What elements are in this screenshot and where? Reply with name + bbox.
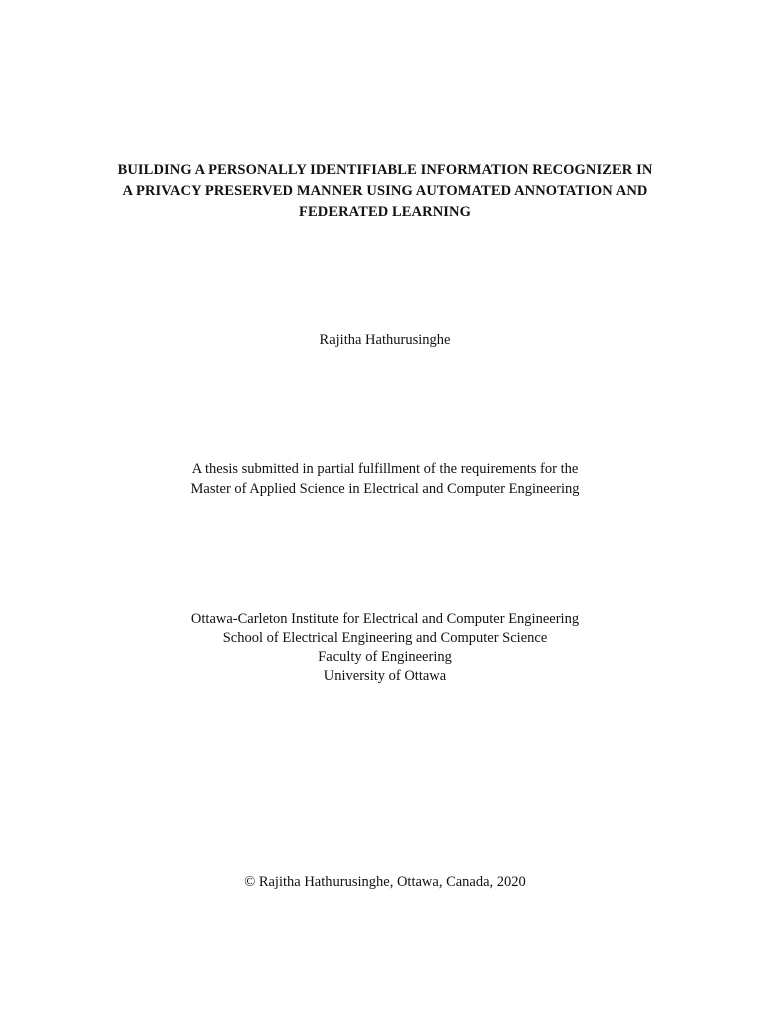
- submission-statement: [0, 459, 770, 499]
- thesis-title-line: BUILDING A PERSONALLY IDENTIFIABLE INFORMATION RECOGNIZER IN: [117, 162, 653, 178]
- affiliation-line: University of Ottawa: [323, 668, 447, 684]
- author-name: [0, 330, 770, 350]
- submission-line: A thesis submitted in partial fulfillment of the requirements for the: [191, 461, 579, 477]
- thesis-title: [0, 160, 770, 223]
- copyright-text: © Rajitha Hathurusinghe, Ottawa, Canada, 2020: [244, 874, 526, 890]
- affiliation-line: Faculty of Engineering: [318, 649, 452, 665]
- affiliation-line: School of Electrical Engineering and Computer Science: [222, 630, 548, 646]
- submission-line: Master of Applied Science in Electrical and Computer Engineering: [190, 481, 580, 497]
- thesis-title-line: A PRIVACY PRESERVED MANNER USING AUTOMATED ANNOTATION AND: [122, 183, 648, 199]
- copyright-notice: [0, 872, 770, 892]
- affiliation-line: Ottawa-Carleton Institute for Electrical and Computer Engineering: [190, 611, 580, 627]
- affiliation: [0, 610, 770, 686]
- thesis-title-line: FEDERATED LEARNING: [299, 204, 471, 220]
- author-name-text: Rajitha Hathurusinghe: [319, 332, 451, 348]
